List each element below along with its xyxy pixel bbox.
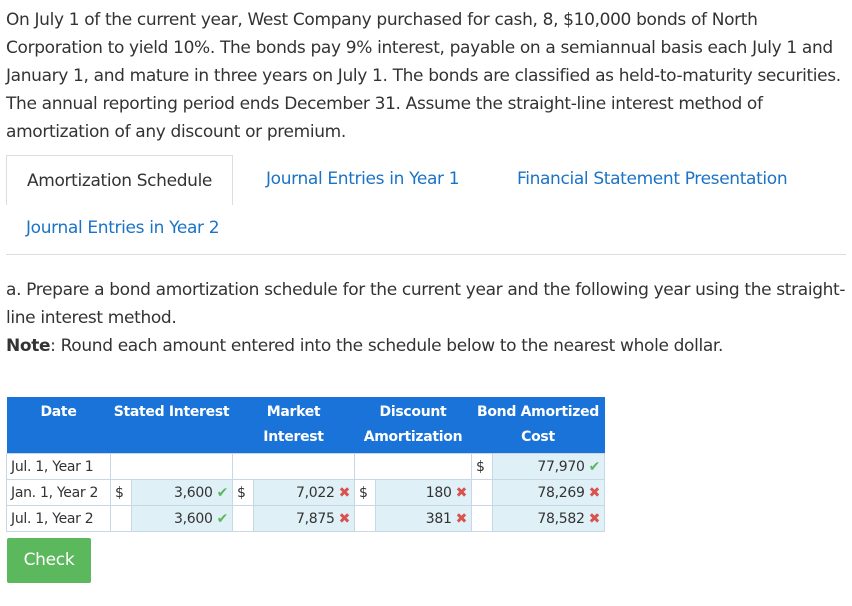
tab-amortization-schedule[interactable]: Amortization Schedule (6, 155, 233, 205)
currency-sign: $ (472, 454, 493, 480)
cross-icon: ✖ (338, 484, 350, 501)
currency-sign: $ (111, 480, 132, 506)
header-market-interest: Market Interest (233, 397, 355, 454)
row-date: Jan. 1, Year 2 (7, 480, 111, 506)
note-text: : Round each amount entered into the schedule below to the nearest whole dollar. (50, 336, 724, 356)
instructions (6, 276, 846, 360)
currency-spacer (355, 506, 376, 532)
table-row (7, 454, 605, 480)
currency-spacer (233, 506, 254, 532)
table-header-row (7, 397, 605, 454)
bond-amortized-cost-input[interactable] (493, 506, 605, 532)
currency-spacer (472, 506, 493, 532)
checkmark-icon: ✔ (216, 484, 228, 501)
problem-text: On July 1 of the current year, West Company purchased for cash, 8, $10,000 bonds of North Corporation to yield 10%. The bonds pay 9% interest, payable on a semiannual basis each July 1 and January 1, and mature in three years on July 1. The bonds are classified as held-to-maturity securities. The annual reporting period ends December 31. Assume the straight-line interest method of amortization of any discount or premium. (6, 10, 841, 142)
table-row (7, 506, 605, 532)
cross-icon: ✖ (338, 510, 350, 527)
discount-amortization-input[interactable] (376, 506, 472, 532)
market-interest-cell (233, 454, 355, 480)
cross-icon: ✖ (455, 484, 467, 501)
market-interest-input[interactable] (254, 480, 355, 506)
stated-interest-input[interactable] (132, 506, 233, 532)
currency-spacer (472, 480, 493, 506)
input-value: 3,600 (173, 510, 213, 527)
input-value: 7,875 (295, 510, 335, 527)
tab-journal-entries-year-1[interactable]: Journal Entries in Year 1 (266, 169, 460, 189)
checkmark-icon: ✔ (588, 458, 600, 475)
cross-icon: ✖ (455, 510, 467, 527)
check-button[interactable]: Check (7, 538, 91, 583)
bond-amortized-cost-input[interactable] (493, 454, 605, 480)
note-label: Note (6, 336, 51, 356)
cross-icon: ✖ (588, 510, 600, 527)
header-stated-interest: Stated Interest (111, 397, 233, 454)
cross-icon: ✖ (588, 484, 600, 501)
table-row (7, 480, 605, 506)
currency-sign: $ (355, 480, 376, 506)
bond-amortized-cost-input[interactable] (493, 480, 605, 506)
currency-spacer (111, 506, 132, 532)
discount-amortization-input[interactable] (376, 480, 472, 506)
row-date: Jul. 1, Year 1 (7, 454, 111, 480)
input-value: 7,022 (295, 484, 335, 501)
input-value: 180 (425, 484, 452, 501)
input-value: 78,582 (537, 510, 585, 527)
amortization-table (6, 397, 605, 532)
input-value: 77,970 (537, 458, 585, 475)
tab-journal-entries-year-2[interactable]: Journal Entries in Year 2 (26, 218, 220, 238)
input-value: 3,600 (173, 484, 213, 501)
input-value: 78,269 (537, 484, 585, 501)
header-discount-amortization: Discount Amortization (355, 397, 472, 454)
tab-bar (6, 155, 846, 255)
stated-interest-cell (111, 454, 233, 480)
header-date: Date (7, 397, 111, 454)
header-bond-amortized-cost: Bond Amortized Cost (472, 397, 605, 454)
note (6, 332, 846, 360)
tab-financial-statement-presentation[interactable]: Financial Statement Presentation (517, 169, 788, 189)
checkmark-icon: ✔ (216, 510, 228, 527)
row-date: Jul. 1, Year 2 (7, 506, 111, 532)
input-value: 381 (425, 510, 452, 527)
discount-amortization-cell (355, 454, 472, 480)
market-interest-input[interactable] (254, 506, 355, 532)
currency-sign: $ (233, 480, 254, 506)
instruction-text: a. Prepare a bond amortization schedule for the current year and the following year using the straight-line interest method. (6, 280, 846, 328)
stated-interest-input[interactable] (132, 480, 233, 506)
